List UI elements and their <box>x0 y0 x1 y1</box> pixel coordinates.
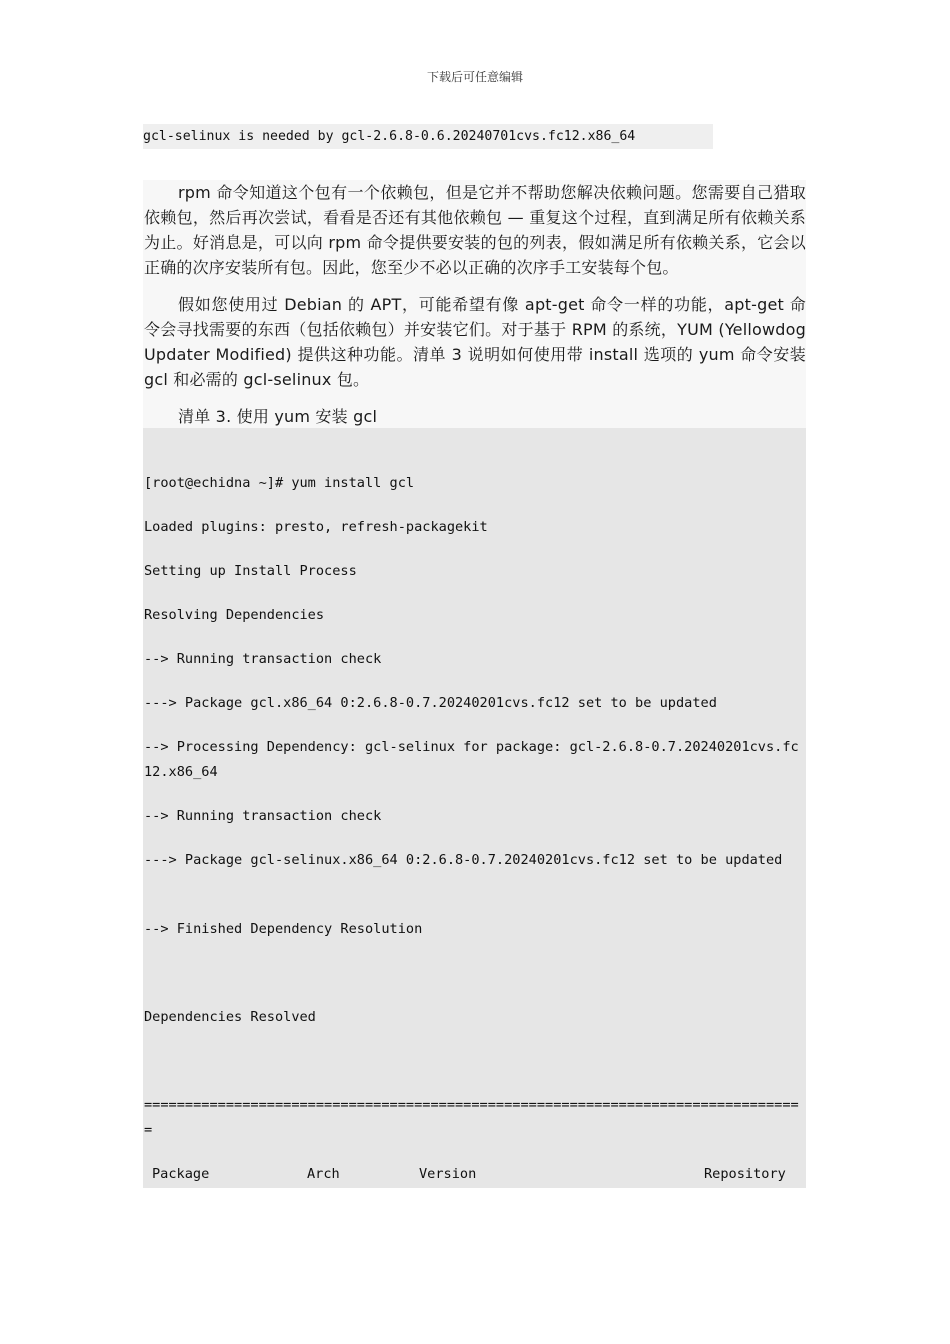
code-line: Loaded plugins: presto, refresh-packagekit <box>144 519 488 535</box>
code-line: ---> Package gcl.x86_64 0:2.6.8-0.7.20240201cvs.fc12 set to be updated <box>144 695 717 711</box>
separator-line: ================================================================================= <box>144 1097 799 1138</box>
column-package: Package <box>152 1166 210 1182</box>
code-line: ---> Package gcl-selinux.x86_64 0:2.6.8-0.7.20240201cvs.fc12 set to be updated <box>144 852 783 868</box>
code-line: --> Running transaction check <box>144 808 382 824</box>
paragraph-yum-intro: 假如您使用过 Debian 的 APT，可能希望有像 apt-get 命令一样的功能，apt-get 命令会寻找需要的东西（包括依赖包）并安装它们。对于基于 RPM 的系统，YUM (Yellowdog Updater Modified) 提供这种功能。清单 3 说明如何使用带 install 选项的 yum 命令安装 gcl 和必需的 gcl-selinux 包。 <box>144 295 806 389</box>
paragraph-rpm-dependencies: rpm 命令知道这个包有一个依赖包，但是它并不帮助您解决依赖问题。您需要自己猎取依赖包，然后再次尝试，看看是否还有其他依赖包 — 重复这个过程，直到满足所有依赖关系为止。好消息是，可以向 rpm 命令提供要安装的包的列表，假如满足所有依赖关系，它会以正确的次序安装所有包。因此，您至少不必以正确的次序手工安装每个包。 <box>144 183 806 277</box>
code-line: [root@echidna ~]# yum install gcl <box>144 475 415 491</box>
package-table-header <box>143 1162 803 1187</box>
code-line: --> Finished Dependency Resolution <box>144 921 423 937</box>
code-line: Resolving Dependencies <box>144 607 325 623</box>
body-text-block <box>143 180 806 428</box>
code-line: --> Running transaction check <box>144 651 382 667</box>
code-line: Setting up Install Process <box>144 563 357 579</box>
code-line: --> Processing Dependency: gcl-selinux for package: gcl-2.6.8-0.7.20240201cvs.fc12.x86_64 <box>144 739 799 780</box>
column-version: Version <box>419 1166 477 1182</box>
code-listing <box>143 428 806 1188</box>
column-arch: Arch <box>307 1166 340 1182</box>
column-repository: Repository <box>704 1166 786 1182</box>
code-line: Dependencies Resolved <box>144 1009 316 1025</box>
page-header: 下载后可任意编辑 <box>426 70 523 84</box>
listing-caption: 清单 3. 使用 yum 安装 gcl <box>178 407 378 426</box>
error-message-line: gcl-selinux is needed by gcl-2.6.8-0.6.20240701cvs.fc12.x86_64 <box>143 124 713 149</box>
